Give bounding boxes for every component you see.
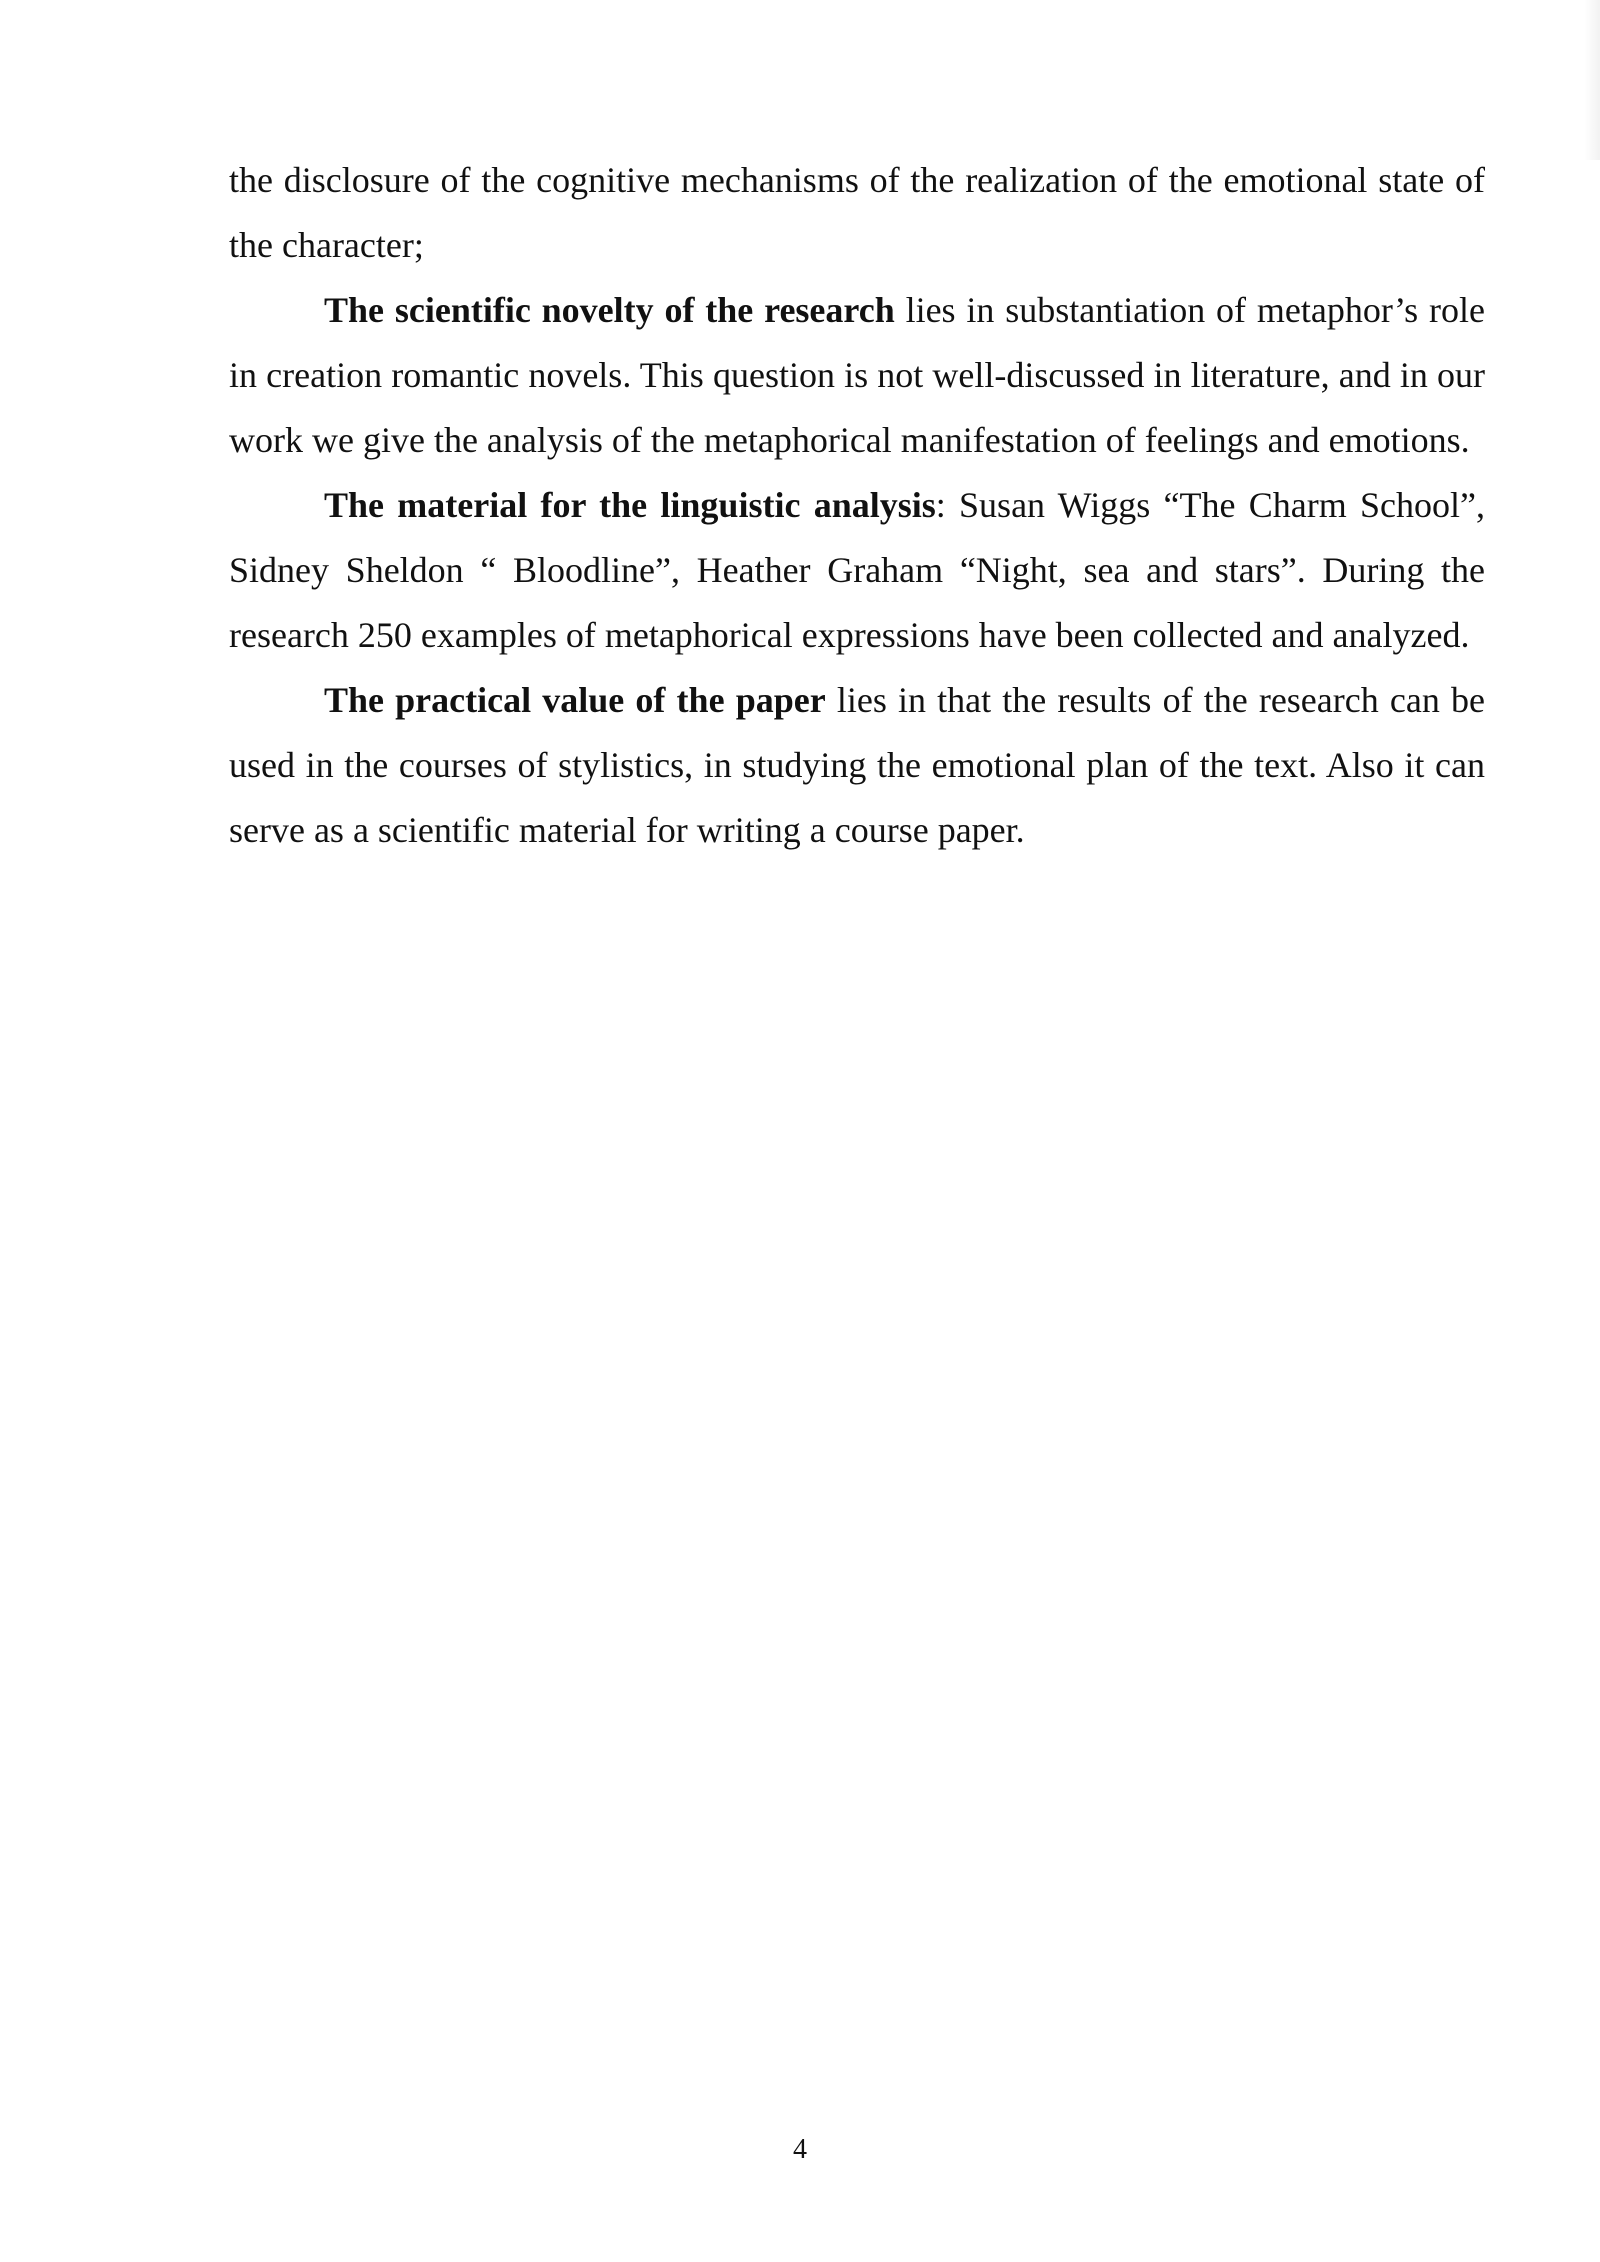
paragraph-text: lies in substantiation of metaphor’s role in creation romantic novels. This question is not well-discussed in literature, and in our work we give the analysis of the metaphorical manifestation of feelings and emotions. <box>229 290 1485 460</box>
paragraph-heading: The scientific novelty of the research <box>324 290 895 330</box>
paragraph-heading: The practical value of the paper <box>324 680 826 720</box>
page-edge-shadow <box>1584 0 1600 160</box>
paragraph-practical-value <box>229 668 1485 863</box>
paragraph-research-material <box>229 473 1485 668</box>
page-number: 4 <box>793 2134 807 2165</box>
paragraph-text: lies in that the results of the research can be used in the courses of stylistics, in studying the emotional plan of the text. Also it can serve as a scientific material for writing a course paper. <box>229 680 1485 850</box>
paragraph-objective-continuation <box>229 148 1485 278</box>
body-text <box>229 148 1485 863</box>
paragraph-heading: The material for the linguistic analysis <box>324 485 936 525</box>
paragraph-text: : Susan Wiggs “The Charm School”, Sidney Sheldon “ Bloodline”, Heather Graham “Night, sea and stars”. During the research 250 examples of metaphorical expressions have been collected and analyzed. <box>229 485 1485 655</box>
paragraph-scientific-novelty <box>229 278 1485 473</box>
paragraph-text: the disclosure of the cognitive mechanisms of the realization of the emotional state of the character; <box>229 160 1485 265</box>
